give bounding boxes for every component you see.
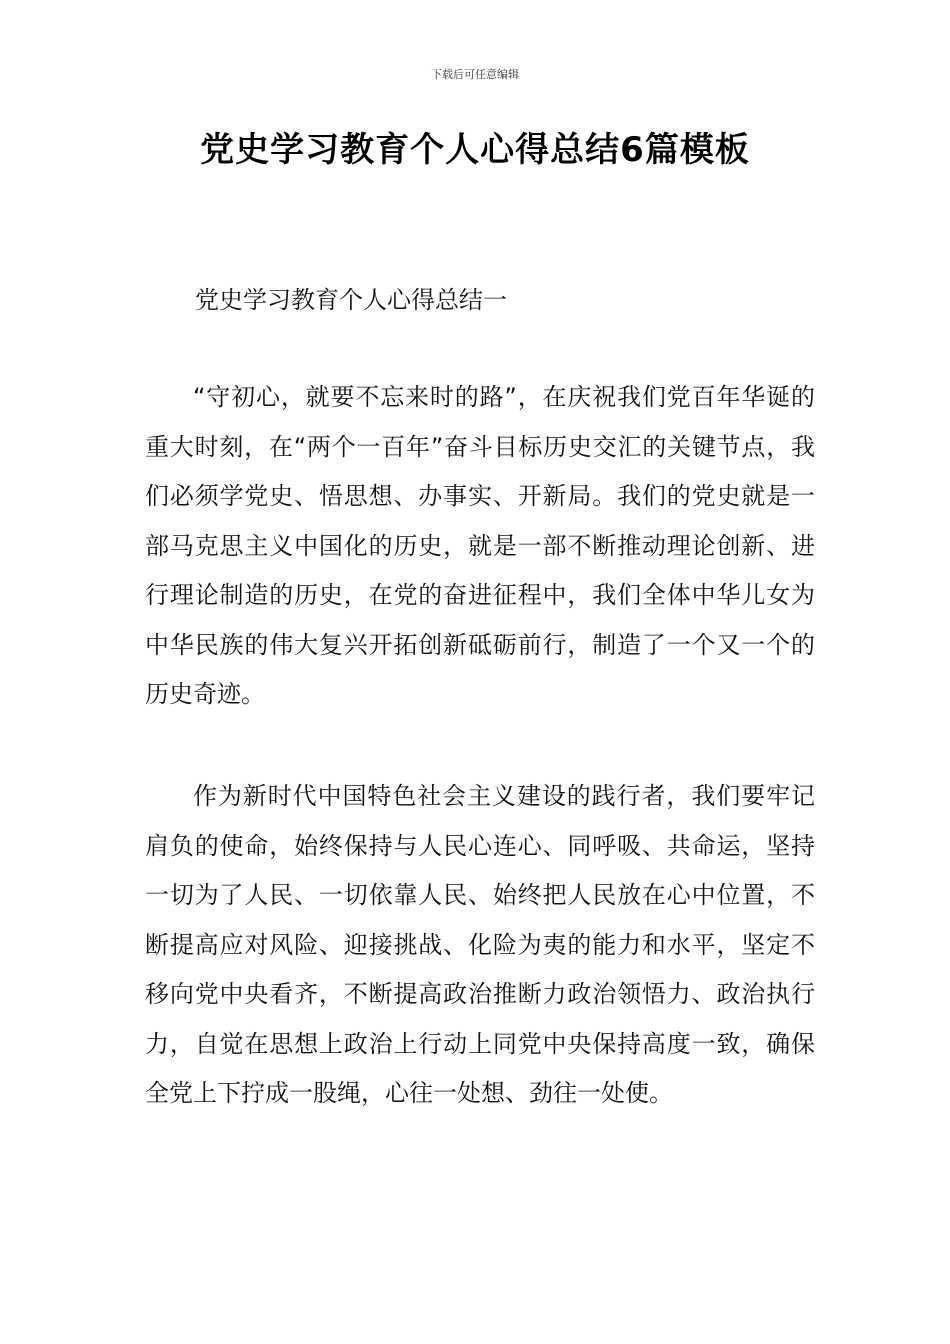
header-note: 下载后可任意编辑 (431, 68, 519, 81)
document-title: 党史学习教育个人心得总结6篇模板 (200, 130, 750, 170)
section-heading: 党史学习教育个人心得总结一 (195, 286, 507, 314)
body-paragraph: “守初心，就要不忘来时的路”，在庆祝我们党百年华诞的重大时刻，在“两个一百年”奋斗目标历史交汇的关键节点，我们必须学党史、悟思想、办事实、开新局。我们的党史就是一部马克思主义中国化的历史，就是一部不断推动理论创新、进行理论制造的历史，在党的奋进征程中，我们全体中华儿女为中华民族的伟大复兴开拓创新砥砺前行，制造了一个又一个的历史奇迹。 (145, 383, 815, 708)
body-paragraph: 作为新时代中国特色社会主义建设的践行者，我们要牢记肩负的使命，始终保持与人民心连心、同呼吸、共命运，坚持一切为了人民、一切依靠人民、始终把人民放在心中位置，不断提高应对风险、迎接挑战、化险为夷的能力和水平，坚定不移向党中央看齐，不断提高政治推断力政治领悟力、政治执行力，自觉在思想上政治上行动上同党中央保持高度一致，确保全党上下拧成一股绳，心往一处想、劲往一处使。 (145, 782, 815, 1107)
